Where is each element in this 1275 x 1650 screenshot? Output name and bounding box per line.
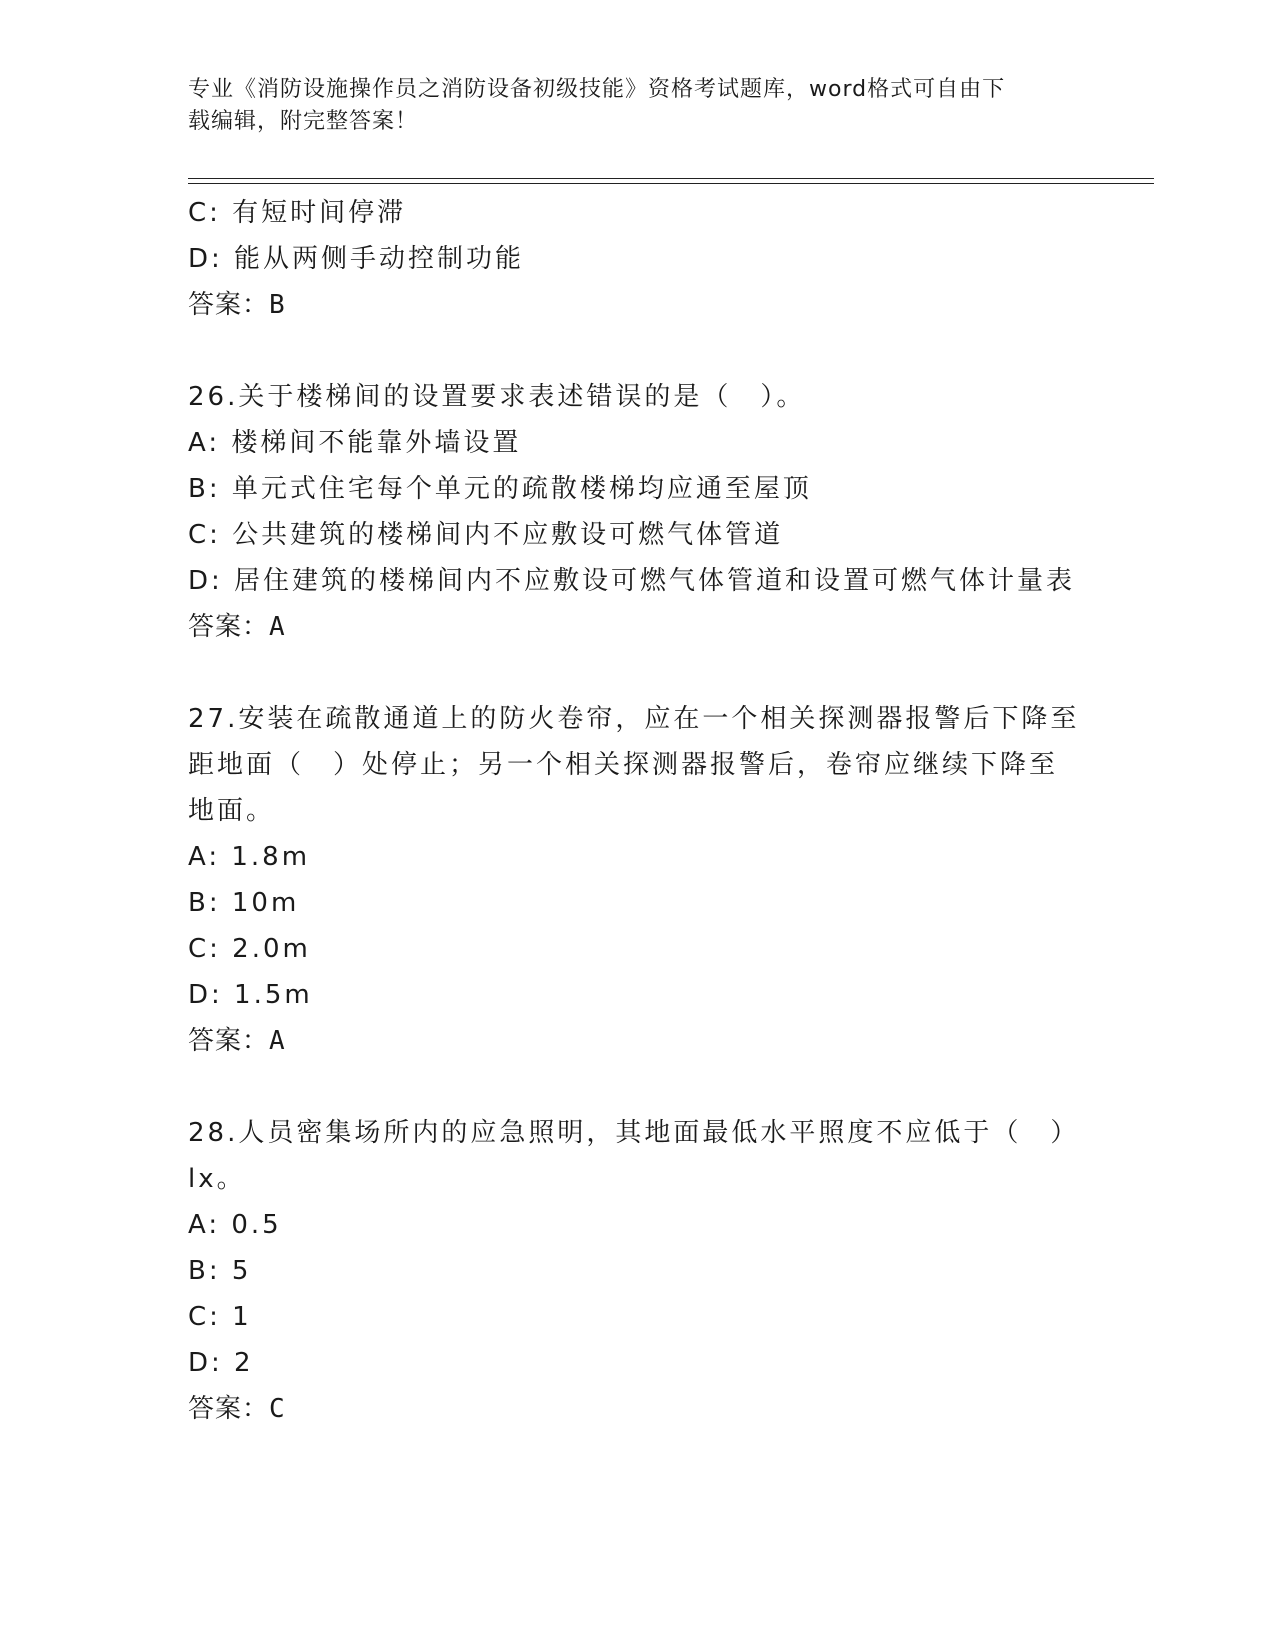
- spacer: [188, 328, 1148, 374]
- question-27: [188, 696, 1148, 1064]
- answer-value: A: [269, 1026, 286, 1056]
- option-c: C: 1: [188, 1302, 252, 1332]
- option-b: B: 10m: [188, 888, 300, 918]
- option-d: D: 能从两侧手动控制功能: [188, 244, 525, 274]
- option-d: D: 居住建筑的楼梯间内不应敷设可燃气体管道和设置可燃气体计量表: [188, 566, 1076, 596]
- question-28: [188, 1110, 1148, 1432]
- spacer: [188, 1064, 1148, 1110]
- question-stem-line-2: 距地面（ ）处停止；另一个相关探测器报警后，卷帘应继续下降至: [188, 750, 1059, 780]
- option-d: D: 2: [188, 1348, 254, 1378]
- question-26: [188, 374, 1148, 650]
- answer: [188, 604, 1148, 650]
- option-a: A: 1.8m: [188, 842, 311, 872]
- option-c: C: 公共建筑的楼梯间内不应敷设可燃气体管道: [188, 520, 784, 550]
- answer: [188, 282, 1148, 328]
- answer-value: A: [269, 612, 286, 642]
- option-b: B: 5: [188, 1256, 252, 1286]
- answer: [188, 1018, 1148, 1064]
- option-c: C: 有短时间停滞: [188, 198, 407, 228]
- option-b: B: 单元式住宅每个单元的疏散楼梯均应通至屋顶: [188, 474, 812, 504]
- header-divider-bottom: [188, 183, 1154, 184]
- option-a: A: 0.5: [188, 1210, 282, 1240]
- question-stem-line-2: lx。: [188, 1164, 246, 1194]
- question-25-tail: [188, 190, 1148, 328]
- option-d: D: 1.5m: [188, 980, 313, 1010]
- option-a: A: 楼梯间不能靠外墙设置: [188, 428, 522, 458]
- document-header: [188, 74, 1088, 138]
- question-stem-line-3: 地面。: [188, 796, 276, 826]
- answer-label: 答案：: [188, 1026, 270, 1056]
- question-stem: 26.关于楼梯间的设置要求表述错误的是（ ）。: [188, 382, 806, 412]
- answer-label: 答案：: [188, 1394, 270, 1424]
- question-stem-line-1: 27.安装在疏散通道上的防火卷帘，应在一个相关探测器报警后下降至: [188, 704, 1080, 734]
- header-divider-top: [188, 178, 1154, 179]
- answer-value: B: [269, 290, 286, 320]
- header-line-1: 专业《消防设施操作员之消防设备初级技能》资格考试题库，word格式可自由下: [188, 77, 1006, 102]
- question-stem-line-1: 28.人员密集场所内的应急照明，其地面最低水平照度不应低于（ ）: [188, 1118, 1080, 1148]
- header-line-2: 载编辑，附完整答案！: [188, 109, 419, 134]
- question-list: [188, 190, 1148, 1432]
- spacer: [188, 650, 1148, 696]
- answer-value: C: [269, 1394, 286, 1424]
- answer-label: 答案：: [188, 612, 270, 642]
- answer-label: 答案：: [188, 290, 270, 320]
- answer: [188, 1386, 1148, 1432]
- option-c: C: 2.0m: [188, 934, 311, 964]
